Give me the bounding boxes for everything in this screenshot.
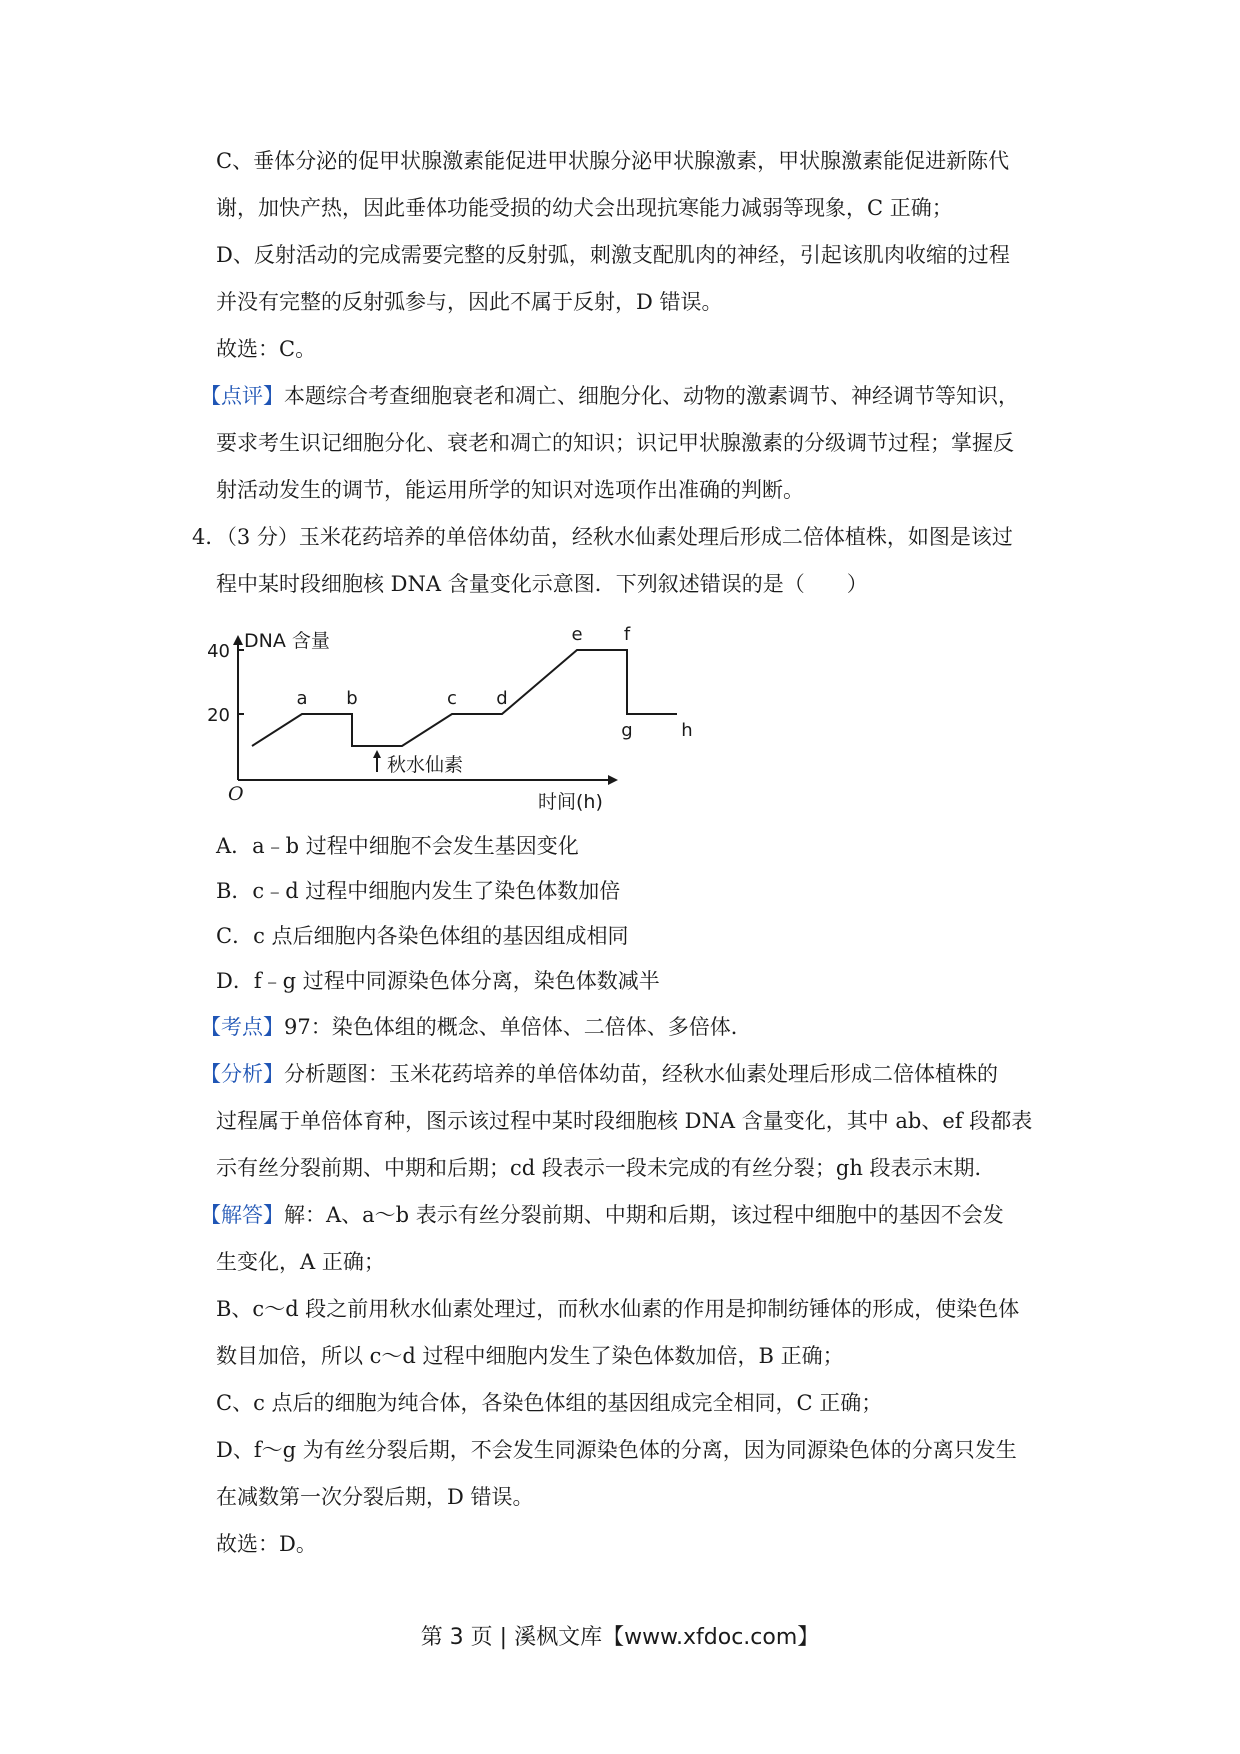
page-footer: 第 3 页 | 溪枫文库【www.xfdoc.com】 [420,1625,820,1650]
jieda-line [200,1200,1004,1230]
fenxi-tag: 【分析】 [200,1062,284,1086]
point-label-d: d [496,688,508,709]
question-text: （3 分）玉米花药培养的单倍体幼苗，经秋水仙素处理后形成二倍体植株，如图是该过 [226,525,1013,549]
jieda-line: 生变化，A 正确； [216,1250,385,1274]
fenxi-line: 过程属于单倍体育种，图示该过程中某时段细胞核 DNA 含量变化，其中 ab、ef 段都表 [216,1109,1033,1133]
point-label-a: a [296,688,308,709]
question-line [192,522,1013,552]
comment-line: 射活动发生的调节，能运用所学的知识对选项作出准确的判断。 [216,478,804,502]
point-label-h: h [681,720,693,741]
text-line: C、垂体分泌的促甲状腺激素能促进甲状腺分泌甲状腺激素，甲状腺激素能促进新陈代 [216,149,1010,173]
option-a: A．a﹣b 过程中细胞不会发生基因变化 [216,834,579,858]
origin-label: O [228,783,244,805]
option-b: B．c﹣d 过程中细胞内发生了染色体数加倍 [216,879,621,903]
text-line: D、反射活动的完成需要完整的反射弧，刺激支配肌肉的神经，引起该肌肉收缩的过程 [216,243,1010,267]
question-number: 4． [192,525,227,549]
text-line: 故选：C。 [216,337,317,361]
y-tick-label: 40 [207,641,230,662]
dna-content-line [252,650,677,746]
jieda-line: C、c 点后的细胞为纯合体，各染色体组的基因组成完全相同，C 正确； [216,1391,883,1415]
x-axis-arrow [608,775,618,785]
comment-line [200,381,1019,411]
comment-tag: 【点评】 [200,384,284,408]
kaodian-text: 97：染色体组的概念、单倍体、二倍体、多倍体． [284,1015,752,1039]
jieda-line: 数目加倍，所以 c～d 过程中细胞内发生了染色体数加倍，B 正确； [216,1344,844,1368]
jieda-line: 故选：D。 [216,1532,317,1556]
jieda-line: D、f～g 为有丝分裂后期，不会发生同源染色体的分离，因为同源染色体的分离只发生 [216,1438,1017,1462]
x-axis-label: 时间(h) [538,791,603,813]
option-c: C．c 点后细胞内各染色体组的基因组成相同 [216,924,629,948]
text-line: 并没有完整的反射弧参与，因此不属于反射，D 错误。 [216,290,723,314]
y-axis-arrow [233,635,243,645]
question-line: 程中某时段细胞核 DNA 含量变化示意图．下列叙述错误的是（ ） [216,572,868,596]
jieda-text: 解：A、a～b 表示有丝分裂前期、中期和后期，该过程中细胞中的基因不会发 [284,1203,1004,1227]
jieda-line: 在减数第一次分裂后期，D 错误。 [216,1485,534,1509]
text-line: 谢，加快产热，因此垂体功能受损的幼犬会出现抗寒能力减弱等现象，C 正确； [216,196,953,220]
option-d: D．f﹣g 过程中同源染色体分离，染色体数减半 [216,969,660,993]
y-tick-label: 20 [207,705,230,726]
jieda-line: B、c～d 段之前用秋水仙素处理过，而秋水仙素的作用是抑制纺锤体的形成，使染色体 [216,1297,1020,1321]
kaodian-line [200,1012,752,1042]
point-label-g: g [621,720,633,741]
jieda-tag: 【解答】 [200,1203,284,1227]
fenxi-text: 分析题图：玉米花药培养的单倍体幼苗，经秋水仙素处理后形成二倍体植株的 [284,1062,998,1086]
point-label-b: b [346,688,358,709]
y-axis-label: DNA 含量 [244,630,330,652]
fenxi-line: 示有丝分裂前期、中期和后期；cd 段表示一段未完成的有丝分裂；gh 段表示末期． [216,1156,996,1180]
comment-text: 本题综合考查细胞衰老和凋亡、细胞分化、动物的激素调节、神经调节等知识， [284,384,1019,408]
point-label-e: e [571,624,583,645]
kaodian-tag: 【考点】 [200,1015,284,1039]
point-label-f: f [623,624,631,645]
annotation-label: 秋水仙素 [387,754,464,776]
fenxi-line [200,1059,998,1089]
point-label-c: c [447,688,457,709]
annotation-arrow-head [373,750,381,758]
comment-line: 要求考生识记细胞分化、衰老和凋亡的知识；识记甲状腺激素的分级调节过程；掌握反 [216,431,1014,455]
